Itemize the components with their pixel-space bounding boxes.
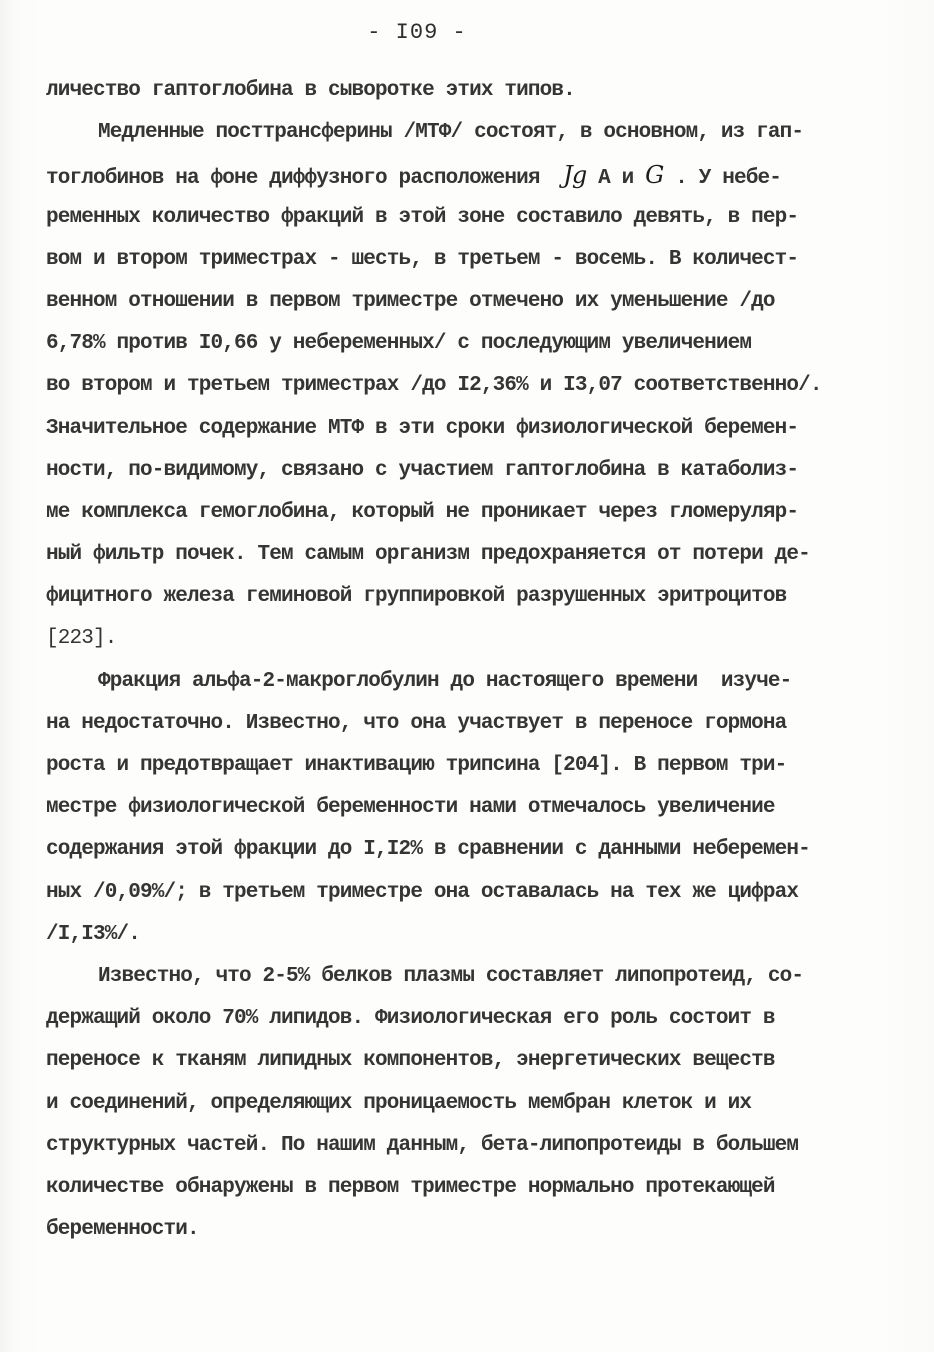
text-line: Значительное содержание МТФ в эти сроки физиологической беремен- (46, 416, 799, 440)
text-line: и соединений, определяющих проницаемость мембран клеток и их (46, 1091, 752, 1115)
text-fragment: тоглобинов на фоне диффузного расположения (46, 167, 540, 191)
text-line: ности, по-видимому, связано с участием гаптоглобина в катаболиз- (46, 458, 799, 482)
text-line: Известно, что 2-5% белков плазмы составляет липопротеид, со- (98, 964, 804, 988)
text-line: переносе к тканям липидных компонентов, энергетических веществ (46, 1049, 775, 1073)
text-line: ме комплекса гемоглобина, который не проникает через гломеруляр- (46, 500, 799, 524)
text-line: количестве обнаружены в первом триместре нормально протекающей (46, 1175, 775, 1199)
text-line: ременных количество фракций в этой зоне составило девять, в пер- (46, 205, 799, 229)
text-line: 6,78% против I0,66 у небеременных/ с последующим увеличением (46, 332, 752, 356)
body-text (46, 70, 891, 1251)
text-line: держащий около 70% липидов. Физиологическая его роль состоит в (46, 1007, 775, 1031)
text-line: вом и втором триместрах - шесть, в третьем - восемь. В количест- (46, 247, 799, 271)
text-line: содержания этой фракции до I,I2% в сравнении с данными неберемен- (46, 838, 810, 862)
text-line: ный фильтр почек. Тем самым организм предохраняется от потери де- (46, 543, 810, 567)
page-number: - I09 - (367, 20, 467, 45)
text-line: /I,I3%/. (46, 922, 141, 946)
text-line: Медленные посттрансферины /МТФ/ состоят, в основном, из гап- (98, 121, 804, 145)
text-line: структурных частей. По нашим данным, бета-липопротеиды в большем (46, 1133, 799, 1157)
text-line: венном отношении в первом триместре отмечено их уменьшение /до (46, 289, 775, 313)
handwritten-ig: Jg (563, 161, 587, 190)
citation-line: [223]. (46, 627, 117, 651)
text-line: фицитного железа геминовой группировкой разрушенных эритроцитов (46, 585, 787, 609)
text-line: личество гаптоглобина в сыворотке этих типов. (46, 79, 575, 102)
text-line: беременности. (46, 1218, 199, 1242)
text-line-with-handwriting (46, 154, 891, 196)
text-line: на недостаточно. Известно, что она участвует в переносе гормона (46, 711, 787, 735)
handwritten-g: G (645, 161, 664, 190)
text-line: местре физиологической беременности нами отмечалось увеличение (46, 796, 775, 820)
text-fragment: . У небе- (663, 167, 782, 191)
text-fragment: A и (586, 167, 646, 191)
text-line: ных /0,09%/; в третьем триместре она оставалась на тех же цифрах (46, 880, 799, 904)
text-line: во втором и третьем триместрах /до I2,36% и I3,07 соответственно/. (46, 374, 822, 398)
text-line: Фракция альфа-2-макроглобулин до настоящего времени изуче- (98, 669, 792, 693)
text-line: роста и предотвращает инактивацию трипсина [204]. В первом три- (46, 754, 787, 777)
